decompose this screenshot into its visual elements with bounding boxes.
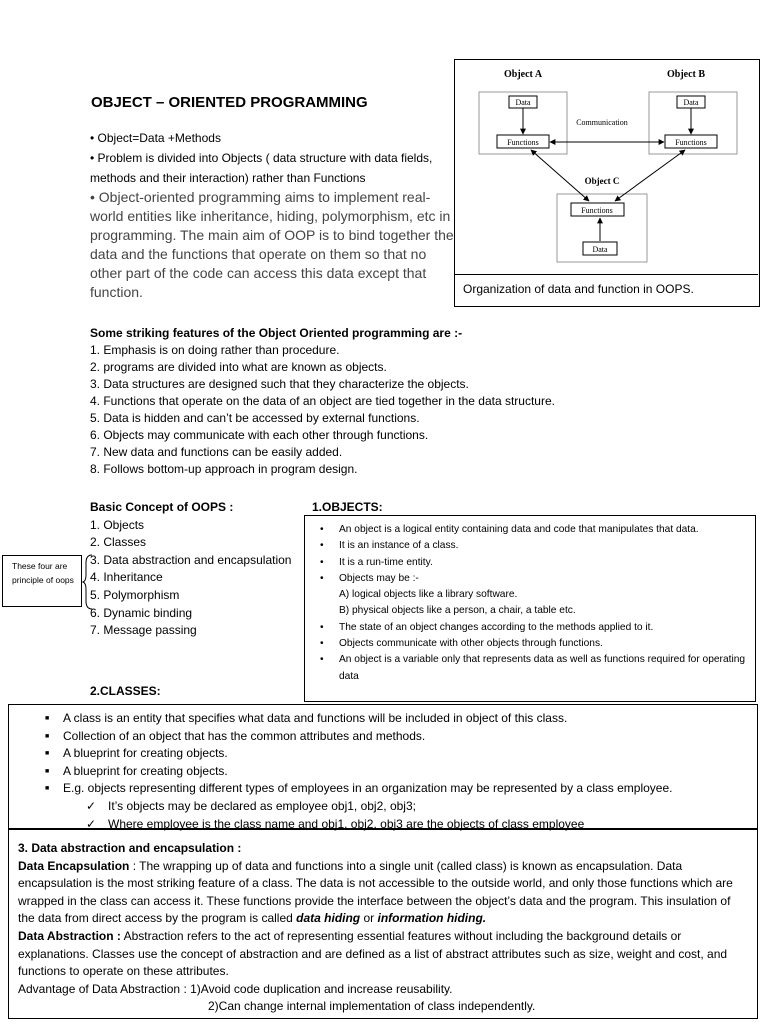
feature-item: 5. Data is hidden and can’t be accessed by external functions. — [90, 411, 420, 425]
abstraction-text: Abstraction refers to the act of representing essential features without including the background details or explanations. Classes use the concept of abstraction and are defined as a list of abstract attributes such as size, weight and cost, and functions to operate on these attributes. — [18, 928, 728, 979]
features-heading: Some striking features of the Object Oriented programming are :- — [90, 326, 463, 340]
b-to-c-arrow — [615, 150, 685, 201]
object-a-label: Object A — [504, 69, 543, 80]
features-section — [90, 325, 555, 478]
object-b-label: Object B — [667, 69, 706, 80]
feature-item: 3. Data structures are designed such that they characterize the objects. — [90, 377, 469, 391]
class-item: ■ A blueprint for creating objects. — [63, 745, 757, 763]
page-title: OBJECT – ORIENTED PROGRAMMING — [91, 94, 368, 111]
object-item: • An object is a variable only that represents data as well as functions required for operating data — [339, 652, 747, 685]
encapsulation-text: : The wrapping up of data and functions into a single unit (called class) is known as encapsulation. Data encapsulation is the most striking feature of a class. The data is not accessible to the outside world, and only those functions which are wrapped in the class can access it. These functions provide the interface between the object’s data and the program. This insulation of the data from direct access by the program is called — [18, 858, 733, 926]
object-subitem: B) physical objects like a person, a chair, a table etc. — [339, 605, 576, 617]
object-item: • It is a run-time entity. — [339, 555, 747, 571]
abstraction-paragraph — [18, 928, 749, 981]
object-a-data-text: Data — [515, 98, 531, 107]
abstraction-heading: 3. Data abstraction and encapsulation : — [18, 841, 242, 855]
object-c-data-text: Data — [592, 245, 608, 254]
object-c-label: Object C — [584, 176, 620, 186]
intro-point-2: • Problem is divided into Objects ( data structure with data fields, methods and their interaction) rather than Functions — [90, 151, 433, 185]
class-item: ■ A blueprint for creating objects. — [63, 763, 757, 781]
objects-heading: 1.OBJECTS: — [312, 500, 383, 514]
object-item: • Objects may be :- — [339, 571, 747, 587]
concept-item: 2. Classes — [90, 535, 147, 550]
object-b-functions-text: Functions — [675, 138, 707, 147]
a-to-c-arrow — [531, 150, 589, 201]
communication-label: Communication — [576, 118, 628, 127]
oop-diagram-svg — [455, 60, 759, 276]
object-a-functions-text: Functions — [507, 138, 539, 147]
class-item: ■ E.g. objects representing different types of employees in an organization may be represented by a class employee. — [63, 780, 757, 798]
encapsulation-label: Data Encapsulation — [18, 858, 130, 873]
or-text: or — [360, 911, 378, 926]
concept-item: 4. Inheritance — [90, 570, 163, 585]
object-b-data-text: Data — [683, 98, 699, 107]
feature-item: 8. Follows bottom-up approach in program design. — [90, 462, 358, 476]
classes-box — [8, 704, 758, 829]
object-item: • An object is a logical entity containing data and code that manipulates that data. — [339, 522, 747, 538]
encapsulation-paragraph — [18, 858, 749, 928]
class-item: ■ Collection of an object that has the common attributes and methods. — [63, 728, 757, 746]
concept-item: 5. Polymorphism — [90, 587, 180, 602]
concept-item: 1. Objects — [90, 517, 145, 532]
class-subitem: ✓ Where employee is the class name and obj1, obj2, obj3 are the objects of class employee — [108, 816, 757, 834]
abstraction-box — [8, 829, 758, 1019]
advantage-line-2: 2)Can change internal implementation of class independently. — [208, 999, 536, 1014]
intro-point-1: • Object=Data +Methods — [90, 131, 221, 145]
objects-box — [304, 515, 756, 702]
object-c-functions-text: Functions — [581, 206, 613, 215]
intro-section — [90, 128, 455, 302]
class-item: ■ A class is an entity that specifies what data and functions will be included in object of this class. — [63, 710, 757, 728]
feature-item: 2. programs are divided into what are known as objects. — [90, 360, 387, 374]
oop-diagram — [454, 59, 760, 307]
basic-concepts-section — [90, 499, 291, 640]
intro-point-3: • Object-oriented programming aims to implement real-world entities like inheritance, hiding, polymorphism, etc in programming. The main aim of OOP is to bind together the data and the functions that operate on them so that no other part of the code can access this data except that function. — [90, 189, 454, 300]
basic-concepts-heading: Basic Concept of OOPS : — [90, 500, 234, 514]
concept-item: 7. Message passing — [90, 623, 197, 638]
object-subitem: A) logical objects like a library software. — [339, 589, 518, 601]
information-hiding-term: information hiding. — [377, 911, 487, 926]
principles-note: These four are principle of oops — [2, 555, 82, 607]
advantage-line-1: Advantage of Data Abstraction : 1)Avoid code duplication and increase reusability. — [18, 981, 453, 996]
concept-item: 3. Data abstraction and encapsulation — [90, 552, 292, 567]
figure-caption: Organization of data and function in OOPS. — [454, 274, 758, 305]
class-subitem: ✓ It’s objects may be declared as employee obj1, obj2, obj3; — [108, 798, 757, 816]
object-item: • It is an instance of a class. — [339, 538, 747, 554]
principle-brace — [82, 553, 94, 611]
feature-item: 1. Emphasis is on doing rather than procedure. — [90, 343, 340, 357]
abstraction-label: Data Abstraction : — [18, 928, 121, 943]
concept-item: 6. Dynamic binding — [90, 605, 193, 620]
feature-item: 7. New data and functions can be easily added. — [90, 445, 343, 459]
object-item: • Objects communicate with other objects through functions. — [339, 636, 747, 652]
feature-item: 6. Objects may communicate with each other through functions. — [90, 428, 429, 442]
data-hiding-term: data hiding — [296, 911, 361, 926]
object-item: • The state of an object changes according to the methods applied to it. — [339, 620, 747, 636]
feature-item: 4. Functions that operate on the data of an object are tied together in the data structure. — [90, 394, 555, 408]
classes-heading: 2.CLASSES: — [90, 684, 161, 698]
